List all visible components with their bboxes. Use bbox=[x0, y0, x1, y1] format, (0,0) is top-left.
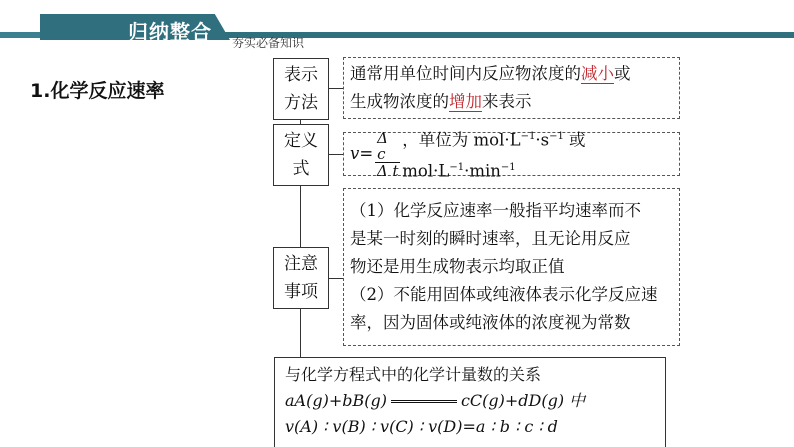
label-definition-line2: 式 bbox=[292, 159, 310, 179]
connector-definition bbox=[329, 154, 343, 155]
expression-red-increase: 增加 bbox=[449, 92, 482, 111]
relation-title: 与化学方程式中的化学计量数的关系 bbox=[285, 365, 542, 384]
notes-line2: 是某一时刻的瞬时速率，且无论用反应 bbox=[350, 229, 631, 248]
unit-part4: ·min bbox=[464, 161, 501, 181]
expression-red-decrease: 减小 bbox=[581, 64, 614, 83]
formula-numerator: Δ c bbox=[375, 130, 400, 163]
equation-right: cC(g)+dD(g) 中 bbox=[460, 391, 586, 410]
label-expression-line1: 表示 bbox=[284, 65, 318, 85]
formula-unit bbox=[402, 123, 673, 186]
expression-line2 bbox=[350, 88, 673, 116]
unit-sup3: −1 bbox=[449, 162, 465, 173]
formula-denominator: Δ t bbox=[376, 161, 399, 180]
notes-line1: （1）化学反应速率一般指平均速率而不 bbox=[350, 201, 641, 220]
notes-text-box bbox=[343, 188, 680, 346]
relation-box bbox=[274, 357, 666, 447]
notes-line3: 物还是用生成物表示均取正值 bbox=[350, 257, 565, 276]
unit-part3: 或 mol·L bbox=[402, 130, 586, 181]
expression-text-a: 通常用单位时间内反应物浓度的 bbox=[350, 64, 581, 83]
label-expression bbox=[273, 58, 329, 120]
header-stripe-accent bbox=[0, 32, 40, 38]
formula-fraction bbox=[375, 130, 400, 179]
relation-ratio: v(A) ∶ v(B) ∶ v(C) ∶ v(D)=a ∶ b ∶ c ∶ d bbox=[285, 417, 558, 436]
label-notes-line2: 事项 bbox=[284, 282, 318, 302]
label-definition bbox=[273, 124, 329, 186]
unit-part2: ·s bbox=[535, 130, 550, 149]
unit-sup4: −1 bbox=[500, 162, 516, 173]
label-notes-line1: 注意 bbox=[284, 254, 318, 274]
section-title: 1.化学反应速率 bbox=[30, 80, 165, 102]
expression-text-c: 生成物浓度的 bbox=[350, 92, 449, 111]
expression-text-box bbox=[343, 57, 680, 119]
label-expression-line2: 方法 bbox=[284, 93, 318, 113]
header-bar bbox=[0, 0, 794, 46]
connector-expression bbox=[329, 88, 343, 89]
expression-line1 bbox=[350, 60, 673, 88]
formula-eq: = bbox=[359, 144, 374, 163]
equation-arrow bbox=[391, 400, 457, 403]
notes-line5: 率，因为固体或纯液体的浓度视为常数 bbox=[350, 313, 631, 332]
unit-sup2: −1 bbox=[549, 130, 564, 142]
banner-title: 归纳整合 bbox=[128, 20, 212, 44]
banner-subtitle: 夯实必备知识 bbox=[232, 36, 305, 50]
label-definition-line1: 定义 bbox=[284, 131, 318, 151]
connector-notes bbox=[329, 278, 343, 279]
unit-sup1: −1 bbox=[520, 130, 536, 142]
unit-part1: ，单位为 mol·L bbox=[402, 130, 521, 149]
equation-left: aA(g)+bB(g) bbox=[285, 391, 387, 410]
expression-text-d: 来表示 bbox=[482, 92, 532, 111]
definition-formula-box bbox=[343, 128, 680, 181]
notes-line4: （2）不能用固体或纯液体表示化学反应速 bbox=[350, 285, 658, 304]
expression-text-b: 或 bbox=[614, 64, 631, 83]
relation-equation bbox=[285, 388, 655, 414]
formula-v: v bbox=[350, 144, 360, 163]
label-notes bbox=[273, 247, 329, 309]
